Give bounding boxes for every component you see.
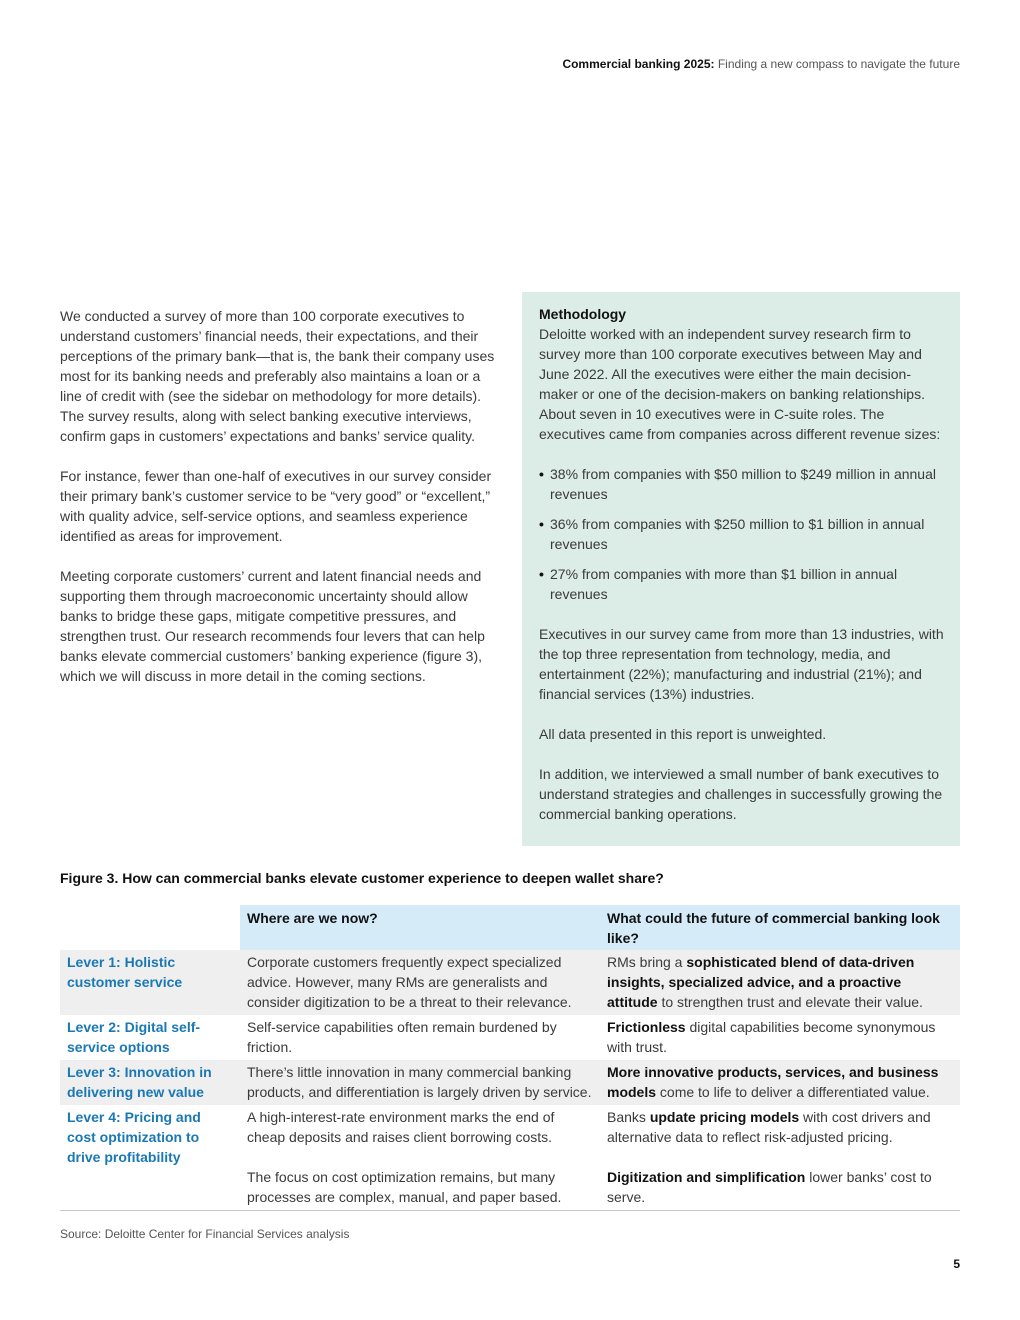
table-row xyxy=(60,950,960,1015)
sidebar-intro: Deloitte worked with an independent survey research firm to survey more than 100 corporate executives between May and June 2022. All the executives were either the main decision-maker or one of the decision-makers on banking relationships. About seven in 10 executives were in C-suite roles. The executives came from companies across different revenue sizes: xyxy=(539,326,941,442)
future-state-cell: RMs bring a sophisticated blend of data-driven insights, specialized advice, and a proactive attitude to strengthen trust and elevate their value. xyxy=(600,950,960,1015)
lever-label: Lever 3: Innovation in delivering new value xyxy=(60,1060,240,1105)
sidebar-paragraph: Executives in our survey came from more than 13 industries, with the top three representation from technology, media, and entertainment (22%); manufacturing and industrial (21%); and financial services (13%) industries. xyxy=(539,626,944,702)
current-state-cell: Self-service capabilities often remain burdened by friction. xyxy=(247,1019,557,1055)
column-header-future: What could the future of commercial banking look like? xyxy=(600,905,960,950)
body-paragraph: For instance, fewer than one-half of executives in our survey consider their primary bank’s customer service to be “very good” or “excellent,” with quality advice, self-service options, and seamless experience identified as areas for improvement. xyxy=(60,468,492,544)
sidebar-title: Methodology xyxy=(539,306,627,322)
table-row xyxy=(60,1015,960,1060)
revenue-list xyxy=(539,464,944,604)
current-state-cell: Corporate customers frequently expect specialized advice. However, many RMs are generalists and consider digitization to be a threat to their relevance. xyxy=(240,950,600,1015)
current-state-cell: A high-interest-rate environment marks the end of cheap deposits and raises client borrowing costs. The focus on cost optimization remains, but many processes are complex, manual, and paper based. xyxy=(240,1105,600,1211)
sidebar-paragraph: All data presented in this report is unweighted. xyxy=(539,726,827,742)
page-number: 5 xyxy=(953,1257,960,1271)
bullet-icon: • xyxy=(539,566,544,582)
sidebar-paragraph: In addition, we interviewed a small number of bank executives to understand strategies and challenges in successfully growing the commercial banking operations. xyxy=(539,766,943,822)
body-text xyxy=(60,306,500,706)
header-blank-cell xyxy=(60,905,240,950)
lever-label: Lever 2: Digital self-service options xyxy=(67,1019,201,1055)
lever-label: Lever 1: Holistic customer service xyxy=(60,950,240,1015)
current-state-cell: There’s little innovation in many commercial banking products, and differentiation is largely driven by service. xyxy=(240,1060,600,1105)
bullet-icon: • xyxy=(539,466,544,482)
figure-title: Figure 3. How can commercial banks elevate customer experience to deepen wallet share? xyxy=(60,870,664,886)
header-title: Commercial banking 2025: xyxy=(562,57,715,71)
body-paragraph: We conducted a survey of more than 100 corporate executives to understand customers’ financial needs, their expectations, and their perceptions of the primary bank—that is, the bank their company uses most for its banking needs and preferably also maintains a loan or a line of credit with (see the sidebar on methodology for more details). The survey results, along with select banking executive interviews, confirm gaps in customers’ expectations and banks’ service quality. xyxy=(60,308,495,444)
levers-table xyxy=(60,905,960,1211)
list-item: • 38% from companies with $50 million to $249 million in annual revenues xyxy=(539,466,936,502)
lever-label: Lever 4: Pricing and cost optimization to drive profitability xyxy=(60,1105,240,1211)
future-state-cell: More innovative products, services, and business models come to life to deliver a differentiated value. xyxy=(600,1060,960,1105)
future-state-cell: Banks update pricing models with cost drivers and alternative data to reflect risk-adjusted pricing. Digitization and simplification lower banks’ cost to serve. xyxy=(600,1105,960,1211)
list-item: • 27% from companies with more than $1 billion in annual revenues xyxy=(539,566,898,602)
table-row xyxy=(60,1060,960,1105)
header-subtitle: Finding a new compass to navigate the future xyxy=(717,57,960,71)
bullet-icon: • xyxy=(539,516,544,532)
body-paragraph: Meeting corporate customers’ current and latent financial needs and supporting them through macroeconomic uncertainty should allow banks to bridge these gaps, mitigate competitive pressures, and strengthen trust. Our research recommends four levers that can help banks elevate commercial customers’ banking experience (figure 3), which we will discuss in more detail in the coming sections. xyxy=(60,568,485,684)
list-item: • 36% from companies with $250 million to $1 billion in annual revenues xyxy=(539,516,925,552)
table-header-row xyxy=(60,905,960,950)
running-header xyxy=(562,57,960,71)
column-header-now: Where are we now? xyxy=(240,905,600,950)
methodology-sidebar xyxy=(522,292,960,846)
figure-source: Source: Deloitte Center for Financial Services analysis xyxy=(60,1227,350,1241)
future-state-cell: Frictionless digital capabilities become synonymous with trust. xyxy=(607,1019,936,1055)
table-row xyxy=(60,1105,960,1211)
